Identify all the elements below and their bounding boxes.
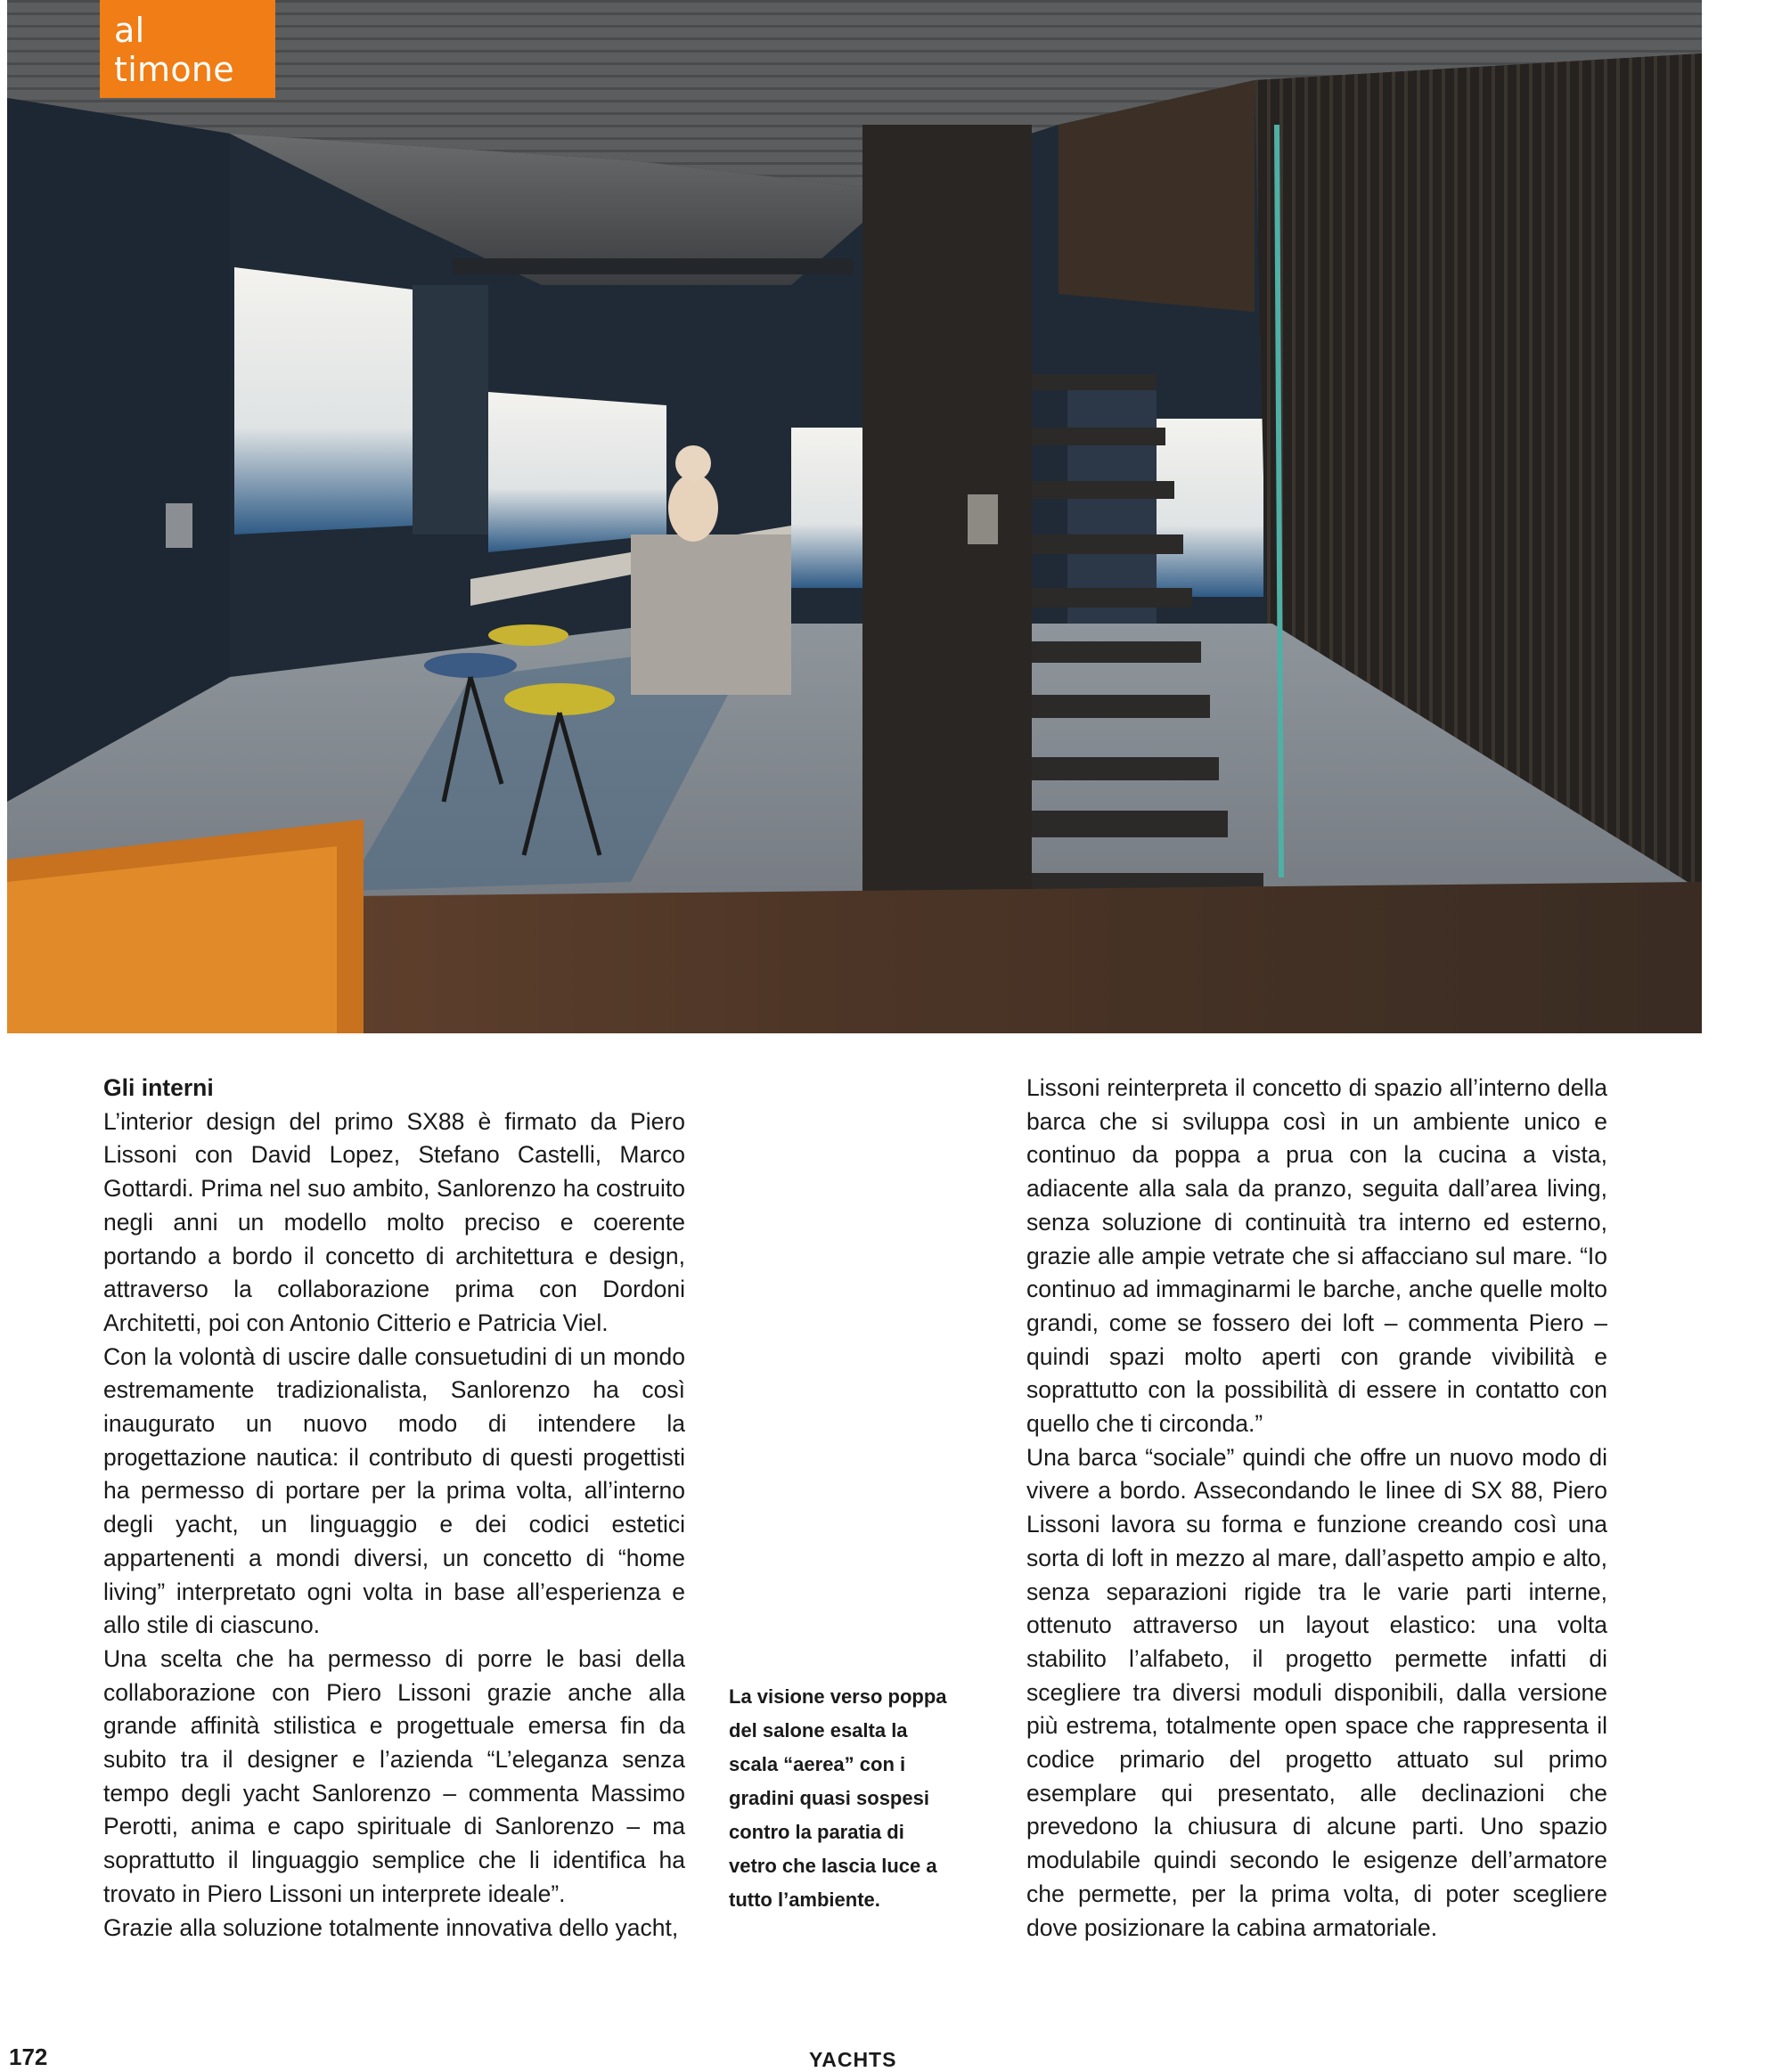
- article-heading: Gli interni: [103, 1074, 214, 1101]
- caption-line: del salone esalta la: [729, 1719, 908, 1742]
- caption-line: La visione verso poppa: [729, 1685, 947, 1708]
- caption-line: tutto l’ambiente.: [729, 1888, 880, 1911]
- article-paragraph: Con la volontà di uscire dalle consuetudini di un mondo estremamente tradizionalista, Sanlorenzo ha così inaugurato un nuovo modo di intendere la progettazione nautica: il contributo di questi progettisti ha permesso di portare per la prima volta, all’interno degli yacht, un linguaggio e dei codici estetici appartenenti a mondi diversi, un concetto di “home living” interpretato ogni volta in base all’esperienza e allo stile di ciascuno.: [103, 1342, 685, 1639]
- article-column-right: [1026, 1072, 1607, 1945]
- interior-photo-illustration: [7, 0, 1702, 1033]
- article-column-left: [103, 1072, 685, 1945]
- article-paragraph: Grazie alla soluzione totalmente innovativa dello yacht,: [103, 1913, 679, 1941]
- interior-photo: [7, 0, 1702, 1033]
- magazine-name: YACHTS: [809, 2048, 897, 2071]
- article-paragraph: Una scelta che ha permesso di porre le basi della collaborazione con Piero Lissoni grazie anche alla grande affinità stilistica e progettuale emersa fin da subito tra il designer e l’azienda “L’eleganza senza tempo degli yacht Sanlorenzo – commenta Massimo Perotti, anima e capo spirituale di Sanlorenzo – ma soprattutto il linguaggio semplice che li identifica ha trovato in Piero Lissoni un interprete ideale”.: [103, 1644, 685, 1907]
- section-tag: [100, 0, 275, 98]
- page-number: 172: [9, 2043, 48, 2070]
- article-paragraph: Una barca “sociale” quindi che offre un nuovo modo di vivere a bordo. Assecondando le linee di SX 88, Piero Lissoni lavora su forma e funzione creando così una sorta di loft in mezzo al mare, dall’aspetto ampio e alto, senza separazioni rigide tra le varie parti interne, ottenuto attraverso un layout elastico: una volta stabilito l’alfabeto, il progetto permette infatti di scegliere tra diversi moduli disponibili, dalla versione più estrema, totalmente open space che rappresenta il codice primario del progetto attuato sul primo esemplare qui presentato, alle declinazioni che prevedono la chiusura di alcune parti. Uno spazio modulabile quindi secondo le esigenze dell’armatore che permette, per la prima volta, di poter scegliere dove posizionare la cabina armatoriale.: [1026, 1443, 1607, 1941]
- caption-line: contro la paratia di: [729, 1821, 904, 1843]
- article-paragraph: Lissoni reinterpreta il concetto di spazio all’interno della barca che si sviluppa così in un ambiente unico e continuo da poppa a prua con la cucina a vista, adiacente alla sala da pranzo, seguita dall’area living, senza soluzione di continuità tra interno ed esterno, grazie alle ampie vetrate che si affacciano sul mare. “Io continuo ad immaginarmi le barche, anche quelle molto grandi, come se fossero dei loft – commenta Piero – quindi spazi molto aperti con grande vivibilità e soprattutto con la possibilità di essere in contatto con quello che ti circonda.”: [1026, 1074, 1607, 1438]
- article-paragraph: L’interior design del primo SX88 è firmato da Piero Lissoni con David Lopez, Stefano Castelli, Marco Gottardi. Prima nel suo ambito, Sanlorenzo ha costruito negli anni un modello molto preciso e coerente portando a bordo il concetto di architettura e design, attraverso la collaborazione prima con Dordoni Architetti, poi con Antonio Citterio e Patricia Viel.: [103, 1107, 685, 1336]
- caption-line: scala “aerea” con i: [729, 1753, 906, 1775]
- caption-line: vetro che lascia luce a: [729, 1855, 937, 1877]
- photo-caption: [729, 1680, 962, 1917]
- caption-line: gradini quasi sospesi: [729, 1787, 929, 1809]
- section-tag-label: al timone: [114, 11, 234, 89]
